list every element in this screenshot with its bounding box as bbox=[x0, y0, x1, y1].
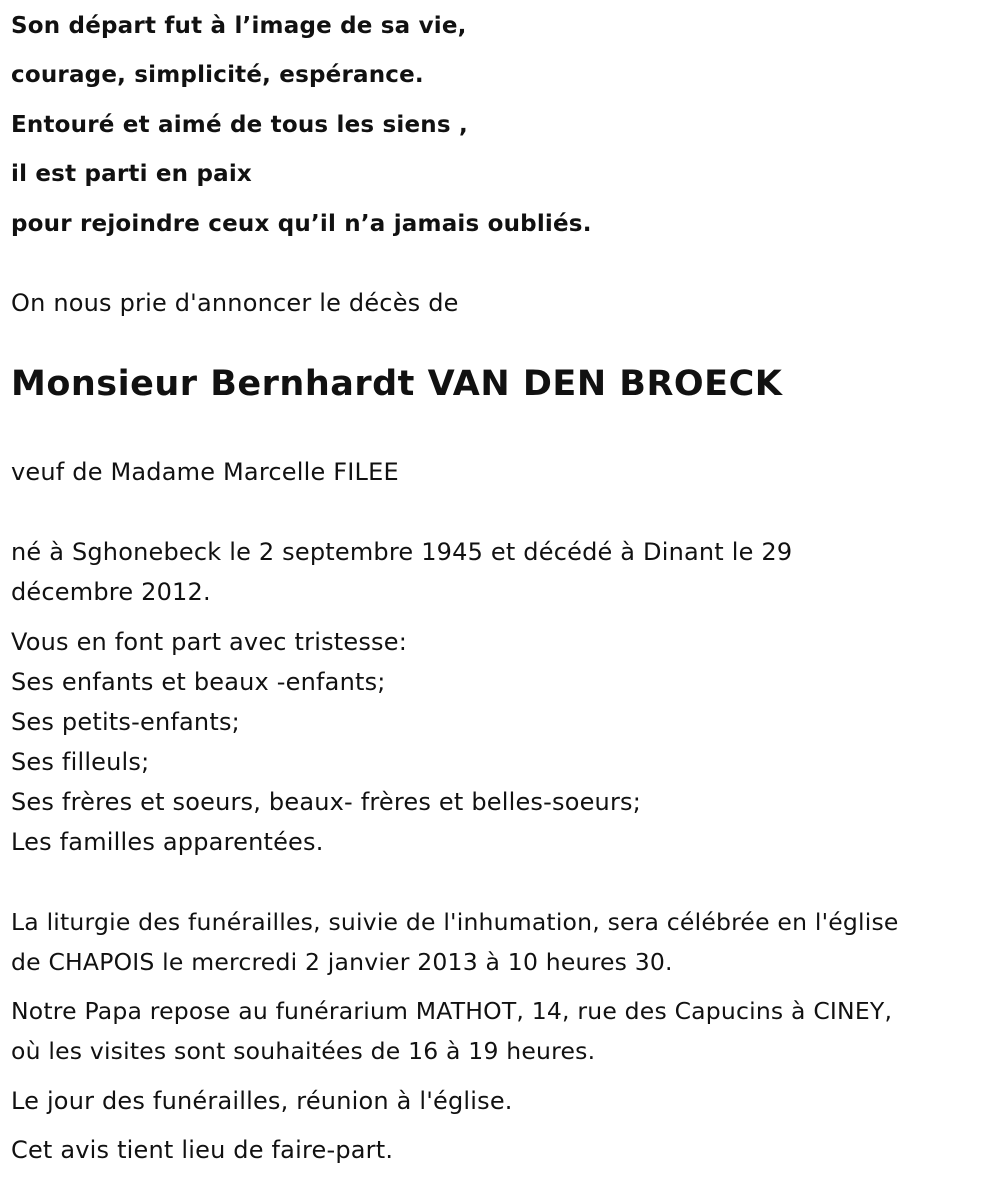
epitaph-line: Son départ fut à l’image de sa vie, bbox=[11, 13, 467, 39]
widower-of: veuf de Madame Marcelle FILEE bbox=[11, 458, 399, 486]
visitation-line: où les visites sont souhaitées de 16 à 19 heures. bbox=[11, 1037, 596, 1065]
epitaph-line: Entouré et aimé de tous les siens , bbox=[11, 112, 468, 138]
birth-death-line: décembre 2012. bbox=[11, 578, 211, 606]
family-line: Ses enfants et beaux -enfants; bbox=[11, 668, 386, 696]
deceased-name: Monsieur Bernhardt VAN DEN BROECK bbox=[11, 364, 783, 404]
notice-text: Cet avis tient lieu de faire-part. bbox=[11, 1136, 394, 1164]
family-line: Ses frères et soeurs, beaux- frères et belles-soeurs; bbox=[11, 788, 642, 816]
funeral-line: La liturgie des funérailles, suivie de l'inhumation, sera célébrée en l'église bbox=[11, 908, 899, 936]
announcement-text: On nous prie d'annoncer le décès de bbox=[11, 289, 459, 317]
epitaph-line: pour rejoindre ceux qu’il n’a jamais oubliés. bbox=[11, 211, 592, 237]
family-line: Ses petits-enfants; bbox=[11, 708, 240, 736]
birth-death-line: né à Sghonebeck le 2 septembre 1945 et décédé à Dinant le 29 bbox=[11, 538, 793, 566]
family-line: Les familles apparentées. bbox=[11, 828, 324, 856]
visitation-line: Notre Papa repose au funérarium MATHOT, 14, rue des Capucins à CINEY, bbox=[11, 997, 893, 1025]
epitaph-line: il est parti en paix bbox=[11, 161, 252, 187]
epitaph-line: courage, simplicité, espérance. bbox=[11, 62, 424, 88]
family-line: Ses filleuls; bbox=[11, 748, 150, 776]
meeting-text: Le jour des funérailles, réunion à l'église. bbox=[11, 1087, 513, 1115]
funeral-line: de CHAPOIS le mercredi 2 janvier 2013 à 10 heures 30. bbox=[11, 948, 673, 976]
family-line: Vous en font part avec tristesse: bbox=[11, 628, 408, 656]
